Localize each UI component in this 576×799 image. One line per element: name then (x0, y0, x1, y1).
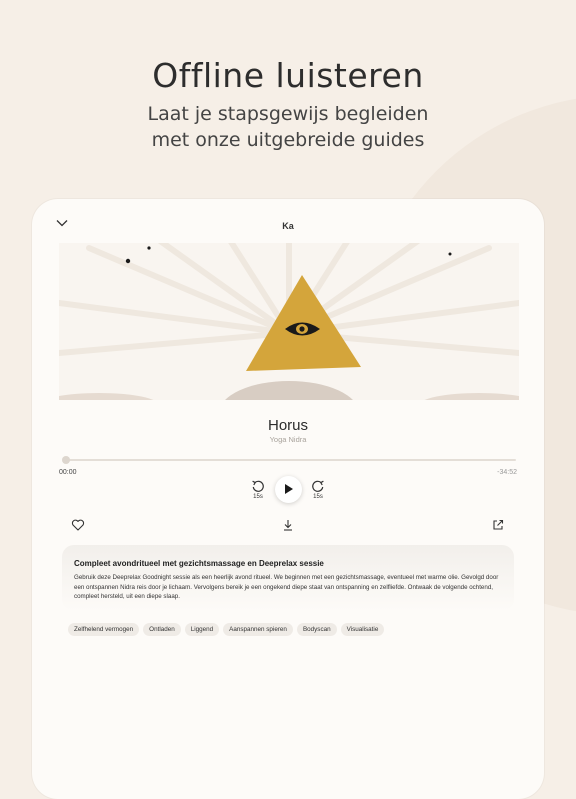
tag-chip[interactable]: Ontladen (143, 623, 181, 636)
track-title: Horus (267, 417, 308, 434)
time-remaining: -34:52 (497, 469, 517, 476)
track-subtitle: Yoga Nidra (269, 435, 307, 444)
track-artwork (59, 243, 519, 400)
marketing-subline-line-2: met onze uitgebreide guides (151, 129, 425, 151)
download-icon[interactable] (281, 518, 295, 532)
tag-chip[interactable]: Aanspannen spieren (223, 623, 293, 636)
play-icon (285, 484, 293, 494)
time-elapsed: 00:00 (59, 469, 77, 476)
forward-label: 15s (313, 494, 323, 500)
rewind-button[interactable] (243, 479, 273, 500)
heart-icon[interactable] (71, 518, 85, 532)
description-body: Gebruik deze Deeprelax Goodnight sessie als een heerlijk avond ritueel. We beginnen met een gezichtsmassage, eventueel met warme olie. Gevolgd door een ontspannen Nidra reis door je lichaam. Vervolgens bereik je een ongekend diepe staat van ontspanning en zelfliefde. Ontwaak de volgende ochtend, compleet hersteld, uit een diepe slaap. (74, 574, 499, 601)
marketing-subline (0, 101, 576, 153)
forward-15-icon (311, 479, 325, 493)
player-header-title: Ka (282, 221, 294, 231)
progress-knob[interactable] (62, 456, 70, 464)
description-card (62, 545, 514, 611)
player-topbar (32, 213, 544, 237)
description-title: Compleet avondritueel met gezichtsmassage en Deeprelax sessie (74, 559, 324, 568)
tag-chip[interactable]: Zelfhelend vermogen (68, 623, 139, 636)
marketing-subline-line-1: Laat je stapsgewijs begleiden (147, 103, 429, 125)
play-button[interactable] (275, 476, 302, 503)
forward-button[interactable] (303, 479, 333, 500)
marketing-headline: Offline luisteren (152, 56, 424, 95)
share-icon[interactable] (491, 518, 505, 532)
device-screen (32, 199, 544, 799)
rewind-15-icon (251, 479, 265, 493)
tag-chip[interactable]: Visualisatie (341, 623, 385, 636)
progress-bar[interactable] (64, 459, 516, 461)
tag-chip[interactable]: Liggend (185, 623, 219, 636)
tag-list (68, 618, 508, 636)
rewind-label: 15s (253, 494, 263, 500)
tag-chip[interactable]: Bodyscan (297, 623, 337, 636)
